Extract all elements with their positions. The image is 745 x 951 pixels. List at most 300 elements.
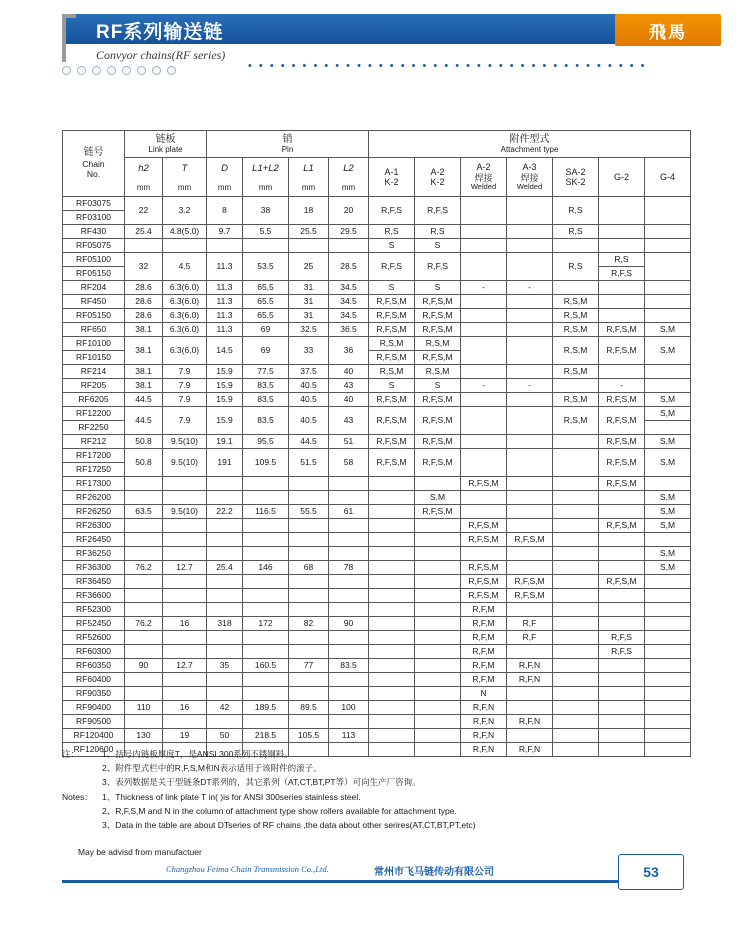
cell-attach-2: R,F,S,M — [415, 323, 461, 337]
cell-l1 — [289, 673, 329, 687]
cell-attach-7 — [645, 729, 691, 743]
header-attach-4: A-3 焊接 Welded — [507, 158, 553, 197]
cell-l1l2 — [243, 645, 289, 659]
cell-l2: 83.5 — [329, 659, 369, 673]
cell-attach-7: S,M — [645, 449, 691, 477]
cell-attach-1 — [369, 603, 415, 617]
cell-l2: 36 — [329, 337, 369, 365]
cell-attach-6: R,S — [599, 253, 645, 267]
table-row — [63, 687, 691, 701]
header-col-t: T — [163, 158, 207, 181]
cell-h2: 44.5 — [125, 407, 163, 435]
cell-attach-6 — [599, 295, 645, 309]
cell-h2: 38.1 — [125, 337, 163, 365]
cell-attach-5 — [553, 505, 599, 519]
cell-chain-no: RF03075 — [63, 197, 125, 211]
cell-l2: 100 — [329, 701, 369, 715]
cell-attach-6 — [599, 659, 645, 673]
table-row — [63, 337, 691, 351]
cell-attach-5 — [553, 519, 599, 533]
cell-attach-3: R,F,N — [461, 715, 507, 729]
cell-l2 — [329, 645, 369, 659]
cell-l1l2 — [243, 631, 289, 645]
cell-attach-3 — [461, 393, 507, 407]
cell-attach-6 — [599, 673, 645, 687]
cell-attach-4: R,F,N — [507, 715, 553, 729]
cell-attach-6: R,F,S,M — [599, 435, 645, 449]
cell-attach-2 — [415, 603, 461, 617]
cell-attach-5: R,S — [553, 197, 599, 225]
cell-attach-4 — [507, 435, 553, 449]
cell-l1: 77 — [289, 659, 329, 673]
cell-attach-2 — [415, 561, 461, 575]
cell-attach-4: - — [507, 379, 553, 393]
cell-d: 22.2 — [207, 505, 243, 519]
cell-l1: 89.5 — [289, 701, 329, 715]
cell-t: 7.9 — [163, 407, 207, 435]
cell-attach-1: R,F,S,M — [369, 449, 415, 477]
cell-l1: 40.5 — [289, 407, 329, 435]
cell-attach-7 — [645, 673, 691, 687]
cell-attach-1 — [369, 533, 415, 547]
cell-t — [163, 631, 207, 645]
cell-attach-3 — [461, 295, 507, 309]
header-attach-1: A-1 K-2 — [369, 158, 415, 197]
cell-l1: 31 — [289, 309, 329, 323]
cell-d: 15.9 — [207, 407, 243, 435]
cell-l1l2: 65.5 — [243, 281, 289, 295]
cell-h2 — [125, 589, 163, 603]
cell-attach-1: R,F,S,M — [369, 407, 415, 435]
header-attach-6: G-2 — [599, 158, 645, 197]
cell-l2: 51 — [329, 435, 369, 449]
cell-chain-no: RF26250 — [63, 505, 125, 519]
cell-attach-1 — [369, 547, 415, 561]
table-row — [63, 379, 691, 393]
cell-attach-4: R,F,S,M — [507, 589, 553, 603]
notes-en — [62, 791, 702, 860]
cell-attach-7 — [645, 533, 691, 547]
cell-h2: 130 — [125, 729, 163, 743]
cell-attach-2 — [415, 519, 461, 533]
cell-attach-7 — [645, 421, 691, 435]
table-row — [63, 449, 691, 463]
cell-t — [163, 715, 207, 729]
cell-t — [163, 477, 207, 491]
cell-attach-3 — [461, 449, 507, 477]
notes-en-item-3-cont: May be advisd from manufactuer — [78, 847, 202, 858]
cell-h2: 38.1 — [125, 365, 163, 379]
cell-chain-no: RF120600 — [63, 743, 125, 757]
footer-company-cn: 常州市飞马链传动有限公司 — [374, 867, 494, 878]
cell-attach-2 — [415, 687, 461, 701]
footer-company-en: Changzhou Feima Chain Transmission Co.,Ltd. — [166, 864, 329, 874]
cell-attach-2: R,F,S,M — [415, 295, 461, 309]
notes-cn-item-2: 2、附件型式栏中的R,F,S,M和N表示适用于该附件的滚子。 — [102, 762, 322, 773]
cell-attach-7 — [645, 589, 691, 603]
cell-chain-no: RF450 — [63, 295, 125, 309]
cell-l1: 44.5 — [289, 435, 329, 449]
cell-l1l2: 77.5 — [243, 365, 289, 379]
table-row — [63, 589, 691, 603]
cell-attach-6: R,F,S,M — [599, 323, 645, 337]
cell-l2: 34.5 — [329, 309, 369, 323]
cell-attach-5 — [553, 631, 599, 645]
cell-d: 15.9 — [207, 393, 243, 407]
cell-l1l2: 69 — [243, 337, 289, 365]
cell-d — [207, 687, 243, 701]
cell-attach-6: R,F,S,M — [599, 407, 645, 435]
cell-chain-no: RF17250 — [63, 463, 125, 477]
cell-d: 8 — [207, 197, 243, 225]
header-unit-3: mm — [207, 180, 243, 197]
cell-attach-4 — [507, 239, 553, 253]
table-row — [63, 645, 691, 659]
cell-attach-3: R,F,S,M — [461, 561, 507, 575]
cell-attach-5 — [553, 533, 599, 547]
cell-attach-2 — [415, 715, 461, 729]
cell-attach-5 — [553, 547, 599, 561]
cell-attach-4 — [507, 491, 553, 505]
cell-attach-7 — [645, 295, 691, 309]
cell-attach-7 — [645, 239, 691, 253]
cell-attach-3: R,F,M — [461, 645, 507, 659]
cell-l1: 37.5 — [289, 365, 329, 379]
cell-attach-7: S,M — [645, 491, 691, 505]
cell-h2: 90 — [125, 659, 163, 673]
cell-l1l2: 5.5 — [243, 225, 289, 239]
cell-l2: 20 — [329, 197, 369, 225]
cell-chain-no: RF650 — [63, 323, 125, 337]
cell-t — [163, 575, 207, 589]
table-row — [63, 561, 691, 575]
cell-attach-1: R,F,S,M — [369, 295, 415, 309]
cell-attach-3 — [461, 547, 507, 561]
cell-attach-7: S,M — [645, 407, 691, 421]
cell-l2: 78 — [329, 561, 369, 575]
cell-l1l2 — [243, 715, 289, 729]
cell-attach-4 — [507, 687, 553, 701]
cell-t — [163, 603, 207, 617]
cell-l1l2 — [243, 533, 289, 547]
cell-attach-2: R,F,S,M — [415, 393, 461, 407]
cell-l1: 32.5 — [289, 323, 329, 337]
cell-l1: 82 — [289, 617, 329, 631]
cell-attach-4 — [507, 295, 553, 309]
cell-attach-3: R,F,S,M — [461, 519, 507, 533]
cell-h2 — [125, 533, 163, 547]
cell-chain-no: RF36300 — [63, 561, 125, 575]
cell-chain-no: RF05150 — [63, 267, 125, 281]
cell-l1 — [289, 477, 329, 491]
cell-chain-no: RF10100 — [63, 337, 125, 351]
cell-attach-3: R,F,M — [461, 631, 507, 645]
cell-attach-2: S — [415, 239, 461, 253]
cell-attach-3 — [461, 337, 507, 365]
cell-attach-3: R,F,N — [461, 743, 507, 757]
cell-attach-6 — [599, 365, 645, 379]
cell-d: 15.9 — [207, 365, 243, 379]
cell-l1 — [289, 239, 329, 253]
cell-attach-3: R,F,M — [461, 603, 507, 617]
cell-l1l2 — [243, 673, 289, 687]
table-row — [63, 477, 691, 491]
cell-l1 — [289, 631, 329, 645]
cell-l1l2 — [243, 575, 289, 589]
header-attach-7: G-4 — [645, 158, 691, 197]
cell-chain-no: RF17300 — [63, 477, 125, 491]
cell-t — [163, 687, 207, 701]
cell-attach-1: R,S,M — [369, 365, 415, 379]
table-row — [63, 701, 691, 715]
table-row — [63, 729, 691, 743]
cell-l1 — [289, 547, 329, 561]
cell-l1 — [289, 589, 329, 603]
cell-attach-5 — [553, 239, 599, 253]
cell-attach-2 — [415, 659, 461, 673]
cell-l1l2: 65.5 — [243, 295, 289, 309]
cell-attach-3 — [461, 407, 507, 435]
cell-attach-3: N — [461, 687, 507, 701]
cell-attach-2 — [415, 645, 461, 659]
header-col-l1l2: L1+L2 — [243, 158, 289, 181]
cell-l2: 29.5 — [329, 225, 369, 239]
cell-attach-1: S — [369, 239, 415, 253]
cell-attach-4 — [507, 561, 553, 575]
table-row — [63, 225, 691, 239]
cell-attach-5 — [553, 603, 599, 617]
cell-attach-7 — [645, 603, 691, 617]
cell-l2: 34.5 — [329, 281, 369, 295]
cell-chain-no: RF205 — [63, 379, 125, 393]
cell-l2: 40 — [329, 365, 369, 379]
notes-en-item-2: 2、R,F,S,M and N in the column of attachment type show rollers available for attachment type. — [102, 806, 457, 817]
cell-chain-no: RF26450 — [63, 533, 125, 547]
cell-attach-5 — [553, 477, 599, 491]
cell-attach-6 — [599, 603, 645, 617]
cell-d: 35 — [207, 659, 243, 673]
cell-attach-4 — [507, 197, 553, 225]
cell-attach-7: S,M — [645, 435, 691, 449]
cell-l2 — [329, 547, 369, 561]
cell-attach-3: R,F,M — [461, 659, 507, 673]
cell-l1: 31 — [289, 281, 329, 295]
cell-attach-2 — [415, 617, 461, 631]
cell-attach-2 — [415, 673, 461, 687]
cell-attach-6 — [599, 561, 645, 575]
cell-attach-1 — [369, 575, 415, 589]
cell-attach-5 — [553, 687, 599, 701]
table-row — [63, 519, 691, 533]
cell-attach-5 — [553, 561, 599, 575]
cell-attach-2: R,F,S — [415, 253, 461, 281]
cell-attach-6 — [599, 197, 645, 225]
cell-attach-6: R,F,S — [599, 267, 645, 281]
cell-d: 50 — [207, 729, 243, 743]
page-header — [0, 0, 745, 78]
cell-h2 — [125, 239, 163, 253]
cell-chain-no: RF90500 — [63, 715, 125, 729]
cell-attach-2: R,S,M — [415, 365, 461, 379]
cell-attach-6: R,F,S,M — [599, 337, 645, 365]
notes-en-label: Notes： — [62, 792, 93, 803]
header-unit-5: mm — [289, 180, 329, 197]
cell-attach-2: R,F,S,M — [415, 407, 461, 435]
cell-chain-no: RF204 — [63, 281, 125, 295]
cell-attach-2 — [415, 533, 461, 547]
cell-attach-4: R,F,N — [507, 659, 553, 673]
cell-t: 12.7 — [163, 659, 207, 673]
cell-attach-5 — [553, 659, 599, 673]
cell-d: 11.3 — [207, 309, 243, 323]
cell-chain-no: RF12200 — [63, 407, 125, 421]
cell-l2: 113 — [329, 729, 369, 743]
table-row — [63, 533, 691, 547]
cell-attach-7 — [645, 197, 691, 225]
cell-attach-3: - — [461, 281, 507, 295]
table-row — [63, 309, 691, 323]
cell-d: 14.5 — [207, 337, 243, 365]
cell-chain-no: RF60350 — [63, 659, 125, 673]
cell-attach-1 — [369, 631, 415, 645]
cell-attach-2 — [415, 589, 461, 603]
cell-attach-6 — [599, 533, 645, 547]
notes-cn — [62, 748, 702, 789]
cell-t: 6.3(6.0) — [163, 323, 207, 337]
table-row — [63, 659, 691, 673]
header-attachment: 附件型式 Attachment type — [369, 131, 691, 158]
cell-l1l2 — [243, 477, 289, 491]
cell-attach-5 — [553, 589, 599, 603]
table-row — [63, 239, 691, 253]
cell-l1l2: 83.5 — [243, 379, 289, 393]
cell-l1l2 — [243, 687, 289, 701]
cell-d — [207, 645, 243, 659]
cell-attach-4 — [507, 547, 553, 561]
cell-l2 — [329, 239, 369, 253]
cell-l2: 58 — [329, 449, 369, 477]
cell-d — [207, 575, 243, 589]
cell-attach-5: R,S,M — [553, 337, 599, 365]
cell-t — [163, 547, 207, 561]
cell-attach-5 — [553, 715, 599, 729]
cell-t: 16 — [163, 701, 207, 715]
cell-t — [163, 491, 207, 505]
cell-t: 7.9 — [163, 379, 207, 393]
cell-chain-no: RF36600 — [63, 589, 125, 603]
cell-attach-2 — [415, 631, 461, 645]
cell-l1l2: 83.5 — [243, 407, 289, 435]
cell-attach-6: R,F,S,M — [599, 519, 645, 533]
cell-chain-no: RF26200 — [63, 491, 125, 505]
cell-attach-1 — [369, 561, 415, 575]
cell-l1l2: 65.5 — [243, 309, 289, 323]
cell-attach-6: R,F,S — [599, 645, 645, 659]
cell-t — [163, 533, 207, 547]
cell-attach-6 — [599, 225, 645, 239]
cell-attach-4: - — [507, 281, 553, 295]
cell-d: 318 — [207, 617, 243, 631]
cell-d — [207, 547, 243, 561]
cell-attach-6 — [599, 617, 645, 631]
cell-d: 42 — [207, 701, 243, 715]
table-row — [63, 673, 691, 687]
cell-attach-5 — [553, 435, 599, 449]
cell-l2: 28.5 — [329, 253, 369, 281]
cell-l2: 90 — [329, 617, 369, 631]
cell-t: 6.3(6.0) — [163, 337, 207, 365]
cell-h2 — [125, 547, 163, 561]
cell-d: 11.3 — [207, 295, 243, 309]
cell-t: 9.5(10) — [163, 435, 207, 449]
cell-h2: 76.2 — [125, 617, 163, 631]
cell-l1 — [289, 533, 329, 547]
cell-d: 19.1 — [207, 435, 243, 449]
header-attach-5: SA-2 SK-2 — [553, 158, 599, 197]
cell-chain-no: RF60300 — [63, 645, 125, 659]
cell-attach-2 — [415, 701, 461, 715]
cell-l2 — [329, 491, 369, 505]
cell-h2: 50.8 — [125, 435, 163, 449]
cell-attach-1 — [369, 701, 415, 715]
cell-h2: 28.6 — [125, 309, 163, 323]
cell-attach-2: R,F,S — [415, 197, 461, 225]
cell-attach-1: R,S — [369, 225, 415, 239]
cell-chain-no: RF60400 — [63, 673, 125, 687]
cell-attach-7: S,M — [645, 337, 691, 365]
cell-attach-2: S — [415, 281, 461, 295]
cell-chain-no: RF26300 — [63, 519, 125, 533]
cell-h2: 22 — [125, 197, 163, 225]
cell-attach-2: S,M — [415, 491, 461, 505]
cell-attach-6 — [599, 729, 645, 743]
cell-h2: 32 — [125, 253, 163, 281]
cell-h2: 63.5 — [125, 505, 163, 519]
cell-t — [163, 645, 207, 659]
cell-attach-1: R,S,M — [369, 337, 415, 351]
cell-chain-no: RF90350 — [63, 687, 125, 701]
cell-attach-3 — [461, 491, 507, 505]
cell-l1l2: 38 — [243, 197, 289, 225]
brand-logo — [615, 14, 721, 46]
cell-l1l2 — [243, 547, 289, 561]
table-row — [63, 407, 691, 421]
cell-attach-6 — [599, 701, 645, 715]
cell-attach-7 — [645, 225, 691, 239]
cell-attach-6: R,F,S — [599, 631, 645, 645]
cell-attach-7: S,M — [645, 323, 691, 337]
cell-attach-4 — [507, 701, 553, 715]
cell-l1: 31 — [289, 295, 329, 309]
cell-chain-no: RF212 — [63, 435, 125, 449]
notes-block — [62, 748, 702, 860]
cell-attach-7 — [645, 477, 691, 491]
cell-attach-3: - — [461, 379, 507, 393]
cell-attach-3: R,F,S,M — [461, 575, 507, 589]
cell-attach-4 — [507, 309, 553, 323]
cell-d — [207, 519, 243, 533]
cell-attach-6: - — [599, 379, 645, 393]
cell-attach-6: R,F,S,M — [599, 575, 645, 589]
cell-l1l2: 218.5 — [243, 729, 289, 743]
cell-attach-5 — [553, 379, 599, 393]
cell-t: 6.3(6.0) — [163, 309, 207, 323]
cell-h2: 110 — [125, 701, 163, 715]
cell-d — [207, 239, 243, 253]
cell-chain-no: RF120400 — [63, 729, 125, 743]
cell-attach-5 — [553, 645, 599, 659]
cell-chain-no: RF10150 — [63, 351, 125, 365]
